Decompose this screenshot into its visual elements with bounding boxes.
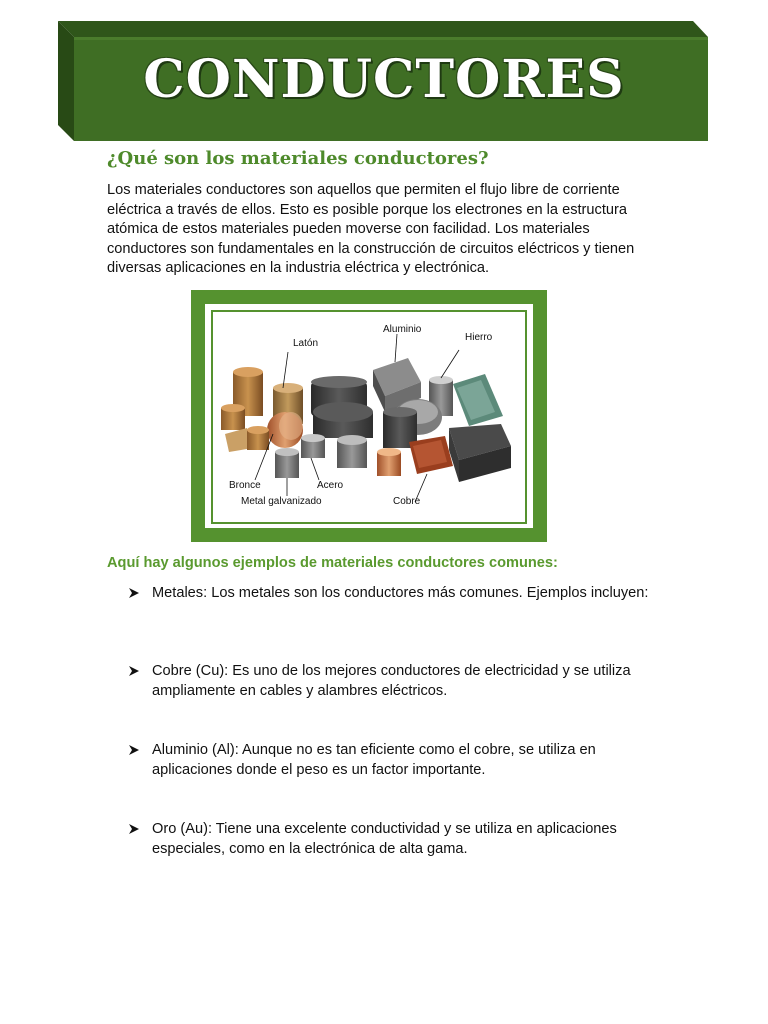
arrow-bullet-icon (128, 822, 140, 842)
list-item-text: Aluminio (Al): Aunque no es tan eficiente como el cobre, se utiliza en aplicaciones donde el peso es un factor importante. (152, 742, 596, 778)
examples-heading: Aquí hay algunos ejemplos de materiales conductores comunes: (107, 555, 558, 571)
intro-paragraph: Los materiales conductores son aquellos que permiten el flujo libre de corriente eléctrica a través de ellos. Esto es posible porque los electrones en la estructura atómica de estos materiales pueden moverse con facilidad. Los materiales conductores son fundamentales en la construcción de circuitos eléctricos y tienen diversas aplicaciones en la industria eléctrica y electrónica. (107, 182, 635, 277)
arrow-bullet-icon (128, 743, 140, 763)
label-laton: Latón (293, 338, 319, 349)
conductor-materials-photo (211, 310, 527, 524)
label-cobre: Cobre (393, 496, 421, 507)
label-hierro: Hierro (465, 332, 493, 343)
arrow-bullet-icon (128, 586, 140, 606)
materials-photo-frame (191, 290, 547, 542)
list-item-text: Metales: Los metales son los conductores más comunes. Ejemplos incluyen: (152, 585, 649, 601)
label-acero: Acero (317, 480, 344, 491)
section-heading: ¿Qué son los materiales conductores? (107, 148, 489, 169)
label-aluminio: Aluminio (383, 324, 422, 335)
label-bronce: Bronce (229, 480, 261, 491)
arrow-bullet-icon (128, 664, 140, 684)
title-banner (58, 21, 708, 141)
page-title: CONDUCTORES (143, 49, 625, 110)
list-item-text: Oro (Au): Tiene una excelente conductividad y se utiliza en aplicaciones especiales, como en la electrónica de alta gama. (152, 821, 617, 857)
list-item-text: Cobre (Cu): Es uno de los mejores conductores de electricidad y se utiliza ampliamente en cables y alambres eléctricos. (152, 663, 631, 699)
photo-mat (205, 304, 533, 528)
label-metal-galvanizado: Metal galvanizado (241, 496, 322, 507)
